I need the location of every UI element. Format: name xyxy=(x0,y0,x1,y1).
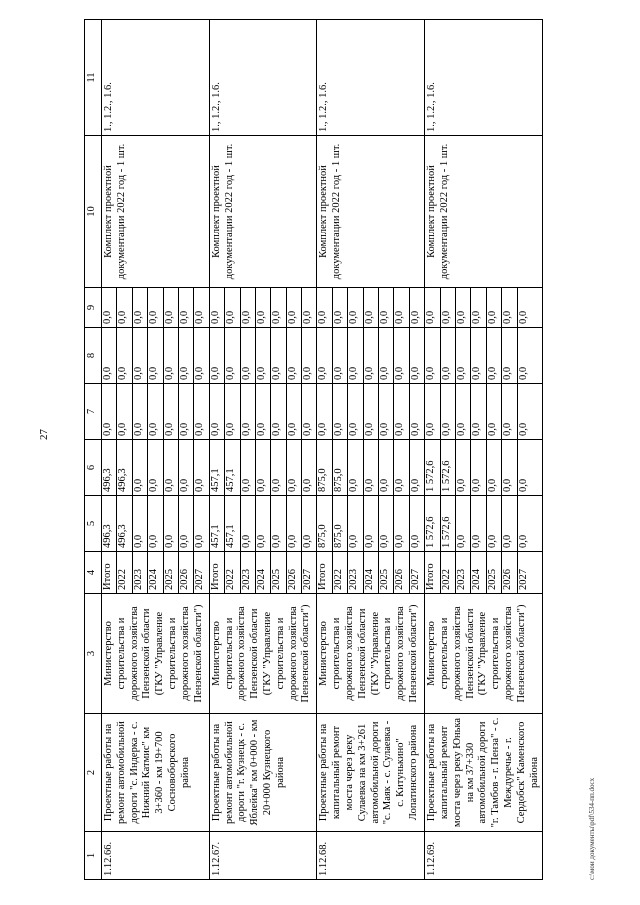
year-list-value: 2023 xyxy=(456,552,471,593)
column-header-7: 7 xyxy=(85,384,102,440)
total-funding-value: 0,0 xyxy=(194,534,206,548)
local-budget-value: 0,0 xyxy=(364,328,379,383)
local-budget-value: 0,0 xyxy=(256,328,271,383)
total-funding-value: 0,0 xyxy=(271,496,286,551)
total-funding-value: 0,0 xyxy=(179,496,194,551)
regional-budget-value: 0,0 xyxy=(302,478,314,492)
year-list-value: 2023 xyxy=(133,552,148,593)
year-list-value: 2025 xyxy=(487,552,502,593)
year-list-value: 2024 xyxy=(256,552,271,593)
local-budget xyxy=(317,328,425,384)
year-list xyxy=(425,552,543,594)
regional-budget-value: 875,0 xyxy=(317,440,332,495)
regional-budget-value: 0,0 xyxy=(456,440,471,495)
regional-budget-value: 1 572,6 xyxy=(425,440,440,495)
total-funding-value: 0,0 xyxy=(148,496,163,551)
regional-budget-value: 0,0 xyxy=(409,478,421,492)
federal-budget-value: 0,0 xyxy=(409,422,421,436)
column-header-1: 1 xyxy=(85,832,102,880)
federal-budget-value: 0,0 xyxy=(225,384,240,439)
total-funding xyxy=(425,496,543,552)
local-budget-value: 0,0 xyxy=(194,366,206,380)
total-funding-value: 875,0 xyxy=(333,496,348,551)
local-budget-value: 0,0 xyxy=(317,328,332,383)
extra-budget-value: 0,0 xyxy=(425,288,440,327)
year-list-value: 2027 xyxy=(517,569,529,590)
local-budget-value: 0,0 xyxy=(348,328,363,383)
total-funding-value: 496,3 xyxy=(117,496,132,551)
local-budget-value: 0,0 xyxy=(441,328,456,383)
federal-budget-value: 0,0 xyxy=(441,384,456,439)
page-number: 27 xyxy=(38,429,50,440)
row-number: 1.12.66. xyxy=(102,832,210,880)
extra-budget-value: 0,0 xyxy=(302,310,314,324)
federal-budget-value: 0,0 xyxy=(256,384,271,439)
extra-budget-value: 0,0 xyxy=(502,288,517,327)
total-funding-value: 0,0 xyxy=(348,496,363,551)
regional-budget-value: 0,0 xyxy=(379,440,394,495)
federal-budget-value: 0,0 xyxy=(502,384,517,439)
federal-budget-value: 0,0 xyxy=(317,384,332,439)
header-row xyxy=(85,20,102,880)
year-list-value: 2025 xyxy=(164,552,179,593)
year-list-value: Итого xyxy=(210,552,225,593)
regional-budget-value: 0,0 xyxy=(471,440,486,495)
regional-budget-value: 0,0 xyxy=(148,440,163,495)
regional-budget xyxy=(102,440,210,496)
year-list-value: 2026 xyxy=(287,552,302,593)
column-header-11: 11 xyxy=(85,20,102,136)
federal-budget-value: 0,0 xyxy=(379,384,394,439)
regional-budget-value: 0,0 xyxy=(517,478,529,492)
total-funding-value: 0,0 xyxy=(502,496,517,551)
local-budget-value: 0,0 xyxy=(502,328,517,383)
expected-result: Комплект проектной документации 2022 год - 1 шт. xyxy=(425,136,543,288)
local-budget-value: 0,0 xyxy=(471,328,486,383)
extra-budget-value: 0,0 xyxy=(210,288,225,327)
extra-budget-value: 0,0 xyxy=(364,288,379,327)
table-row xyxy=(425,20,543,880)
extra-budget-value: 0,0 xyxy=(164,288,179,327)
regional-budget-value: 457,1 xyxy=(225,440,240,495)
executor: Министерство строительства и дорожного хозяйства Пензенской области (ГКУ "Управление строительства и дорожного хозяйства Пензенской области") xyxy=(209,594,317,714)
regional-budget-value: 457,1 xyxy=(210,440,225,495)
extra-budget-value: 0,0 xyxy=(194,310,206,324)
total-funding-value: 0,0 xyxy=(409,534,421,548)
extra-budget-value: 0,0 xyxy=(256,288,271,327)
total-funding xyxy=(209,496,317,552)
total-funding-value: 0,0 xyxy=(394,496,409,551)
executor: Министерство строительства и дорожного хозяйства Пензенской области (ГКУ "Управление строительства и дорожного хозяйства Пензенской области") xyxy=(102,594,210,714)
federal-budget-value: 0,0 xyxy=(364,384,379,439)
regional-budget xyxy=(317,440,425,496)
local-budget-value: 0,0 xyxy=(133,328,148,383)
total-funding-value: 457,1 xyxy=(210,496,225,551)
table-row xyxy=(209,20,317,880)
federal-budget-value: 0,0 xyxy=(210,384,225,439)
federal-budget xyxy=(317,384,425,440)
year-list-value: 2027 xyxy=(302,569,314,590)
year-list-value: Итого xyxy=(317,552,332,593)
federal-budget-value: 0,0 xyxy=(333,384,348,439)
extra-budget-value: 0,0 xyxy=(379,288,394,327)
expected-result: Комплект проектной документации 2022 год - 1 шт. xyxy=(209,136,317,288)
total-funding-value: 0,0 xyxy=(364,496,379,551)
federal-budget-value: 0,0 xyxy=(302,422,314,436)
extra-budget xyxy=(317,288,425,328)
regional-budget-value: 875,0 xyxy=(333,440,348,495)
total-funding-value: 0,0 xyxy=(517,534,529,548)
indicator-link: 1., 1.2., 1.6. xyxy=(209,20,317,136)
column-header-10: 10 xyxy=(85,136,102,288)
total-funding-value: 1 572,6 xyxy=(425,496,440,551)
year-list xyxy=(209,552,317,594)
table-row xyxy=(317,20,425,880)
federal-budget-value: 0,0 xyxy=(179,384,194,439)
column-header-5: 5 xyxy=(85,496,102,552)
regional-budget-value: 0,0 xyxy=(164,440,179,495)
total-funding-value: 0,0 xyxy=(164,496,179,551)
extra-budget-value: 0,0 xyxy=(225,288,240,327)
year-list-value: 2024 xyxy=(471,552,486,593)
local-budget-value: 0,0 xyxy=(287,328,302,383)
extra-budget-value: 0,0 xyxy=(179,288,194,327)
regional-budget-value: 1 572,6 xyxy=(441,440,456,495)
extra-budget-value: 0,0 xyxy=(456,288,471,327)
total-funding-value: 0,0 xyxy=(287,496,302,551)
local-budget-value: 0,0 xyxy=(117,328,132,383)
federal-budget-value: 0,0 xyxy=(117,384,132,439)
total-funding-value: 0,0 xyxy=(302,534,314,548)
expected-result: Комплект проектной документации 2022 год - 1 шт. xyxy=(102,136,210,288)
row-number: 1.12.68. xyxy=(317,832,425,880)
federal-budget-value: 0,0 xyxy=(517,422,529,436)
local-budget-value: 0,0 xyxy=(164,328,179,383)
year-list-value: 2022 xyxy=(333,552,348,593)
extra-budget-value: 0,0 xyxy=(409,310,421,324)
total-funding-value: 0,0 xyxy=(487,496,502,551)
federal-budget-value: 0,0 xyxy=(394,384,409,439)
regional-budget-value: 0,0 xyxy=(179,440,194,495)
federal-budget-value: 0,0 xyxy=(241,384,256,439)
federal-budget-value: 0,0 xyxy=(348,384,363,439)
work-name: Проектные работы на капитальный ремонт моста через реку Юнька на км 37+330 автомобильной дороги "г. Тамбов - г. Пенза" - с. Междуречье - г. Сердобск" Каменского района xyxy=(425,714,543,832)
federal-budget xyxy=(425,384,543,440)
federal-budget-value: 0,0 xyxy=(471,384,486,439)
total-funding xyxy=(102,496,210,552)
federal-budget-value: 0,0 xyxy=(456,384,471,439)
total-funding-value: 0,0 xyxy=(456,496,471,551)
year-list-value: 2022 xyxy=(117,552,132,593)
federal-budget-value: 0,0 xyxy=(287,384,302,439)
extra-budget-value: 0,0 xyxy=(271,288,286,327)
year-list xyxy=(102,552,210,594)
year-list-value: 2027 xyxy=(409,569,421,590)
extra-budget xyxy=(209,288,317,328)
table-row xyxy=(102,20,210,880)
federal-budget-value: 0,0 xyxy=(148,384,163,439)
year-list-value: Итого xyxy=(102,552,117,593)
federal-budget xyxy=(209,384,317,440)
regional-budget-value: 0,0 xyxy=(348,440,363,495)
federal-budget-value: 0,0 xyxy=(133,384,148,439)
year-list-value: 2023 xyxy=(348,552,363,593)
extra-budget-value: 0,0 xyxy=(117,288,132,327)
regional-budget-value: 496,3 xyxy=(102,440,117,495)
local-budget xyxy=(102,328,210,384)
federal-budget-value: 0,0 xyxy=(194,422,206,436)
federal-budget-value: 0,0 xyxy=(271,384,286,439)
column-header-8: 8 xyxy=(85,328,102,384)
total-funding-value: 1 572,6 xyxy=(441,496,456,551)
column-header-3: 3 xyxy=(85,594,102,714)
local-budget-value: 0,0 xyxy=(210,328,225,383)
federal-budget-value: 0,0 xyxy=(487,384,502,439)
work-name: Проектные работы на ремонт автомобильной дороги "с. Индерка - с. Нижний Катмис" км 3+360 - км 19+700 Сосновоборского района xyxy=(102,714,210,832)
local-budget-value: 0,0 xyxy=(241,328,256,383)
regional-budget xyxy=(209,440,317,496)
federal-budget-value: 0,0 xyxy=(425,384,440,439)
extra-budget xyxy=(425,288,543,328)
local-budget-value: 0,0 xyxy=(102,328,117,383)
year-list-value: 2025 xyxy=(379,552,394,593)
extra-budget-value: 0,0 xyxy=(394,288,409,327)
extra-budget xyxy=(102,288,210,328)
local-budget-value: 0,0 xyxy=(302,366,314,380)
executor: Министерство строительства и дорожного хозяйства Пензенской области (ГКУ "Управление строительства и дорожного хозяйства Пензенской области") xyxy=(425,594,543,714)
rotated-table-container xyxy=(84,20,564,880)
regional-budget-value: 496,3 xyxy=(117,440,132,495)
year-list-value: 2026 xyxy=(179,552,194,593)
year-list-value: 2026 xyxy=(502,552,517,593)
extra-budget-value: 0,0 xyxy=(241,288,256,327)
local-budget-value: 0,0 xyxy=(148,328,163,383)
regional-budget-value: 0,0 xyxy=(487,440,502,495)
extra-budget-value: 0,0 xyxy=(348,288,363,327)
work-name: Проектные работы на капитальный ремонт моста через реку Сулаевка на км 3+261 автомобильной дороги "с. Маяк - с. Сулаевка - с. Китунькино" Лопатинского района xyxy=(317,714,425,832)
total-funding-value: 0,0 xyxy=(471,496,486,551)
year-list-value: 2024 xyxy=(364,552,379,593)
regional-budget-value: 0,0 xyxy=(287,440,302,495)
local-budget-value: 0,0 xyxy=(225,328,240,383)
indicator-link: 1., 1.2., 1.6. xyxy=(425,20,543,136)
column-header-6: 6 xyxy=(85,440,102,496)
regional-budget-value: 0,0 xyxy=(271,440,286,495)
regional-budget-value: 0,0 xyxy=(394,440,409,495)
local-budget-value: 0,0 xyxy=(425,328,440,383)
year-list-value: 2022 xyxy=(225,552,240,593)
local-budget-value: 0,0 xyxy=(487,328,502,383)
total-funding-value: 0,0 xyxy=(256,496,271,551)
year-list-value: 2023 xyxy=(241,552,256,593)
year-list-value: 2024 xyxy=(148,552,163,593)
executor: Министерство строительства и дорожного хозяйства Пензенской области (ГКУ "Управление строительства и дорожного хозяйства Пензенской области") xyxy=(317,594,425,714)
extra-budget-value: 0,0 xyxy=(487,288,502,327)
row-number: 1.12.69. xyxy=(425,832,543,880)
regional-budget-value: 0,0 xyxy=(256,440,271,495)
total-funding-value: 0,0 xyxy=(133,496,148,551)
extra-budget-value: 0,0 xyxy=(148,288,163,327)
local-budget-value: 0,0 xyxy=(271,328,286,383)
local-budget-value: 0,0 xyxy=(333,328,348,383)
column-header-2: 2 xyxy=(85,714,102,832)
year-list-value: 2027 xyxy=(194,569,206,590)
extra-budget-value: 0,0 xyxy=(102,288,117,327)
regional-budget-value: 0,0 xyxy=(133,440,148,495)
extra-budget-value: 0,0 xyxy=(517,310,529,324)
local-budget-value: 0,0 xyxy=(409,366,421,380)
regional-budget-value: 0,0 xyxy=(364,440,379,495)
year-list-value: 2025 xyxy=(271,552,286,593)
extra-budget-value: 0,0 xyxy=(471,288,486,327)
extra-budget-value: 0,0 xyxy=(333,288,348,327)
extra-budget-value: 0,0 xyxy=(133,288,148,327)
federal-budget-value: 0,0 xyxy=(102,384,117,439)
local-budget-value: 0,0 xyxy=(379,328,394,383)
regional-budget xyxy=(425,440,543,496)
local-budget xyxy=(425,328,543,384)
total-funding xyxy=(317,496,425,552)
local-budget-value: 0,0 xyxy=(179,328,194,383)
year-list-value: 2026 xyxy=(394,552,409,593)
extra-budget-value: 0,0 xyxy=(287,288,302,327)
extra-budget-value: 0,0 xyxy=(441,288,456,327)
local-budget-value: 0,0 xyxy=(394,328,409,383)
column-header-4: 4 xyxy=(85,552,102,594)
program-table xyxy=(84,19,543,880)
federal-budget-value: 0,0 xyxy=(164,384,179,439)
extra-budget-value: 0,0 xyxy=(317,288,332,327)
total-funding-value: 0,0 xyxy=(241,496,256,551)
regional-budget-value: 0,0 xyxy=(241,440,256,495)
expected-result: Комплект проектной документации 2022 год - 1 шт. xyxy=(317,136,425,288)
footer-file-path: c:\мои документы\pdf\534-пп.docx xyxy=(588,777,596,880)
indicator-link: 1., 1.2., 1.6. xyxy=(317,20,425,136)
total-funding-value: 496,3 xyxy=(102,496,117,551)
local-budget xyxy=(209,328,317,384)
row-number: 1.12.67. xyxy=(209,832,317,880)
column-header-9: 9 xyxy=(85,288,102,328)
year-list-value: 2022 xyxy=(441,552,456,593)
work-name: Проектные работы на ремонт автомобильной дороги "г. Кузнецк - с. Яблейка" км 0+000 - км 20+000 Кузнецкого района xyxy=(209,714,317,832)
total-funding-value: 457,1 xyxy=(225,496,240,551)
indicator-link: 1., 1.2., 1.6. xyxy=(102,20,210,136)
local-budget-value: 0,0 xyxy=(456,328,471,383)
year-list xyxy=(317,552,425,594)
year-list-value: Итого xyxy=(425,552,440,593)
regional-budget-value: 0,0 xyxy=(194,478,206,492)
federal-budget xyxy=(102,384,210,440)
total-funding-value: 0,0 xyxy=(379,496,394,551)
regional-budget-value: 0,0 xyxy=(502,440,517,495)
local-budget-value: 0,0 xyxy=(517,366,529,380)
total-funding-value: 875,0 xyxy=(317,496,332,551)
